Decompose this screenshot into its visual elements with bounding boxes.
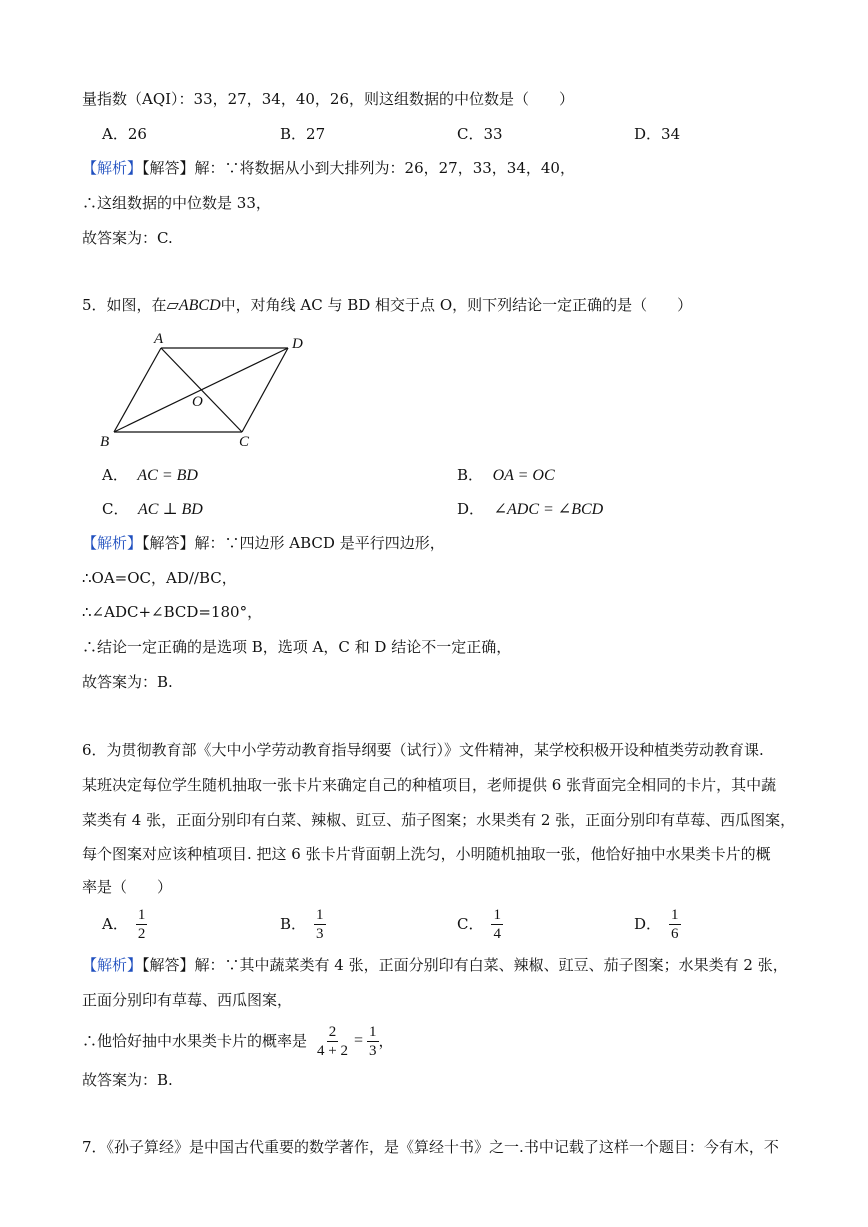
q5-solution-line-3: ∴∠ADC+∠BCD=180°， (82, 603, 263, 621)
vertex-c-label: C (239, 434, 250, 450)
q5-option-c: C． AC ⊥ BD (102, 500, 203, 518)
q6-solution-line-2: 正面分别印有草莓、西瓜图案， (82, 991, 293, 1009)
vertex-d-label: D (292, 336, 303, 352)
q6-solution-line-4: 故答案为：B. (82, 1071, 173, 1089)
q6-option-d: D． $\frac{1}{6}$ (634, 906, 679, 942)
q4-option-b: B．27 (280, 125, 326, 143)
q6-solution-line-3: ∴他恰好抽中水果类卡片的概率是 $\frac{2}{4 + 2}$ = $\frac{1}{3}$ ， (82, 1023, 394, 1059)
q4-option-c: C．33 (457, 125, 503, 143)
q4-analysis-tag: 【解析】 (82, 159, 143, 177)
q6-option-c: C． $\frac{1}{4}$ (457, 906, 501, 942)
q4-solution-line-2: ∴这组数据的中位数是 33， (82, 194, 271, 212)
q6-stem-line-1: 6．为贯彻教育部《大中小学劳动教育指导纲要（试行）》文件精神，某学校积极开设种植类劳动教育课. (82, 741, 764, 759)
q4-option-a: A．26 (102, 125, 147, 143)
q5-solution-line-2: ∴OA=OC，AD//BC， (82, 569, 237, 587)
q6-result-fraction: $\frac{1}{3}$ (369, 1023, 377, 1059)
q5-option-d: D． ∠ADC = ∠BCD (457, 500, 604, 518)
q4-option-d: D．34 (634, 125, 681, 143)
q5-stem-parallelogram: ▱ABCD (166, 297, 221, 314)
q5-analysis-tag: 【解析】 (82, 534, 143, 552)
q4-solution-line-3: 故答案为：C. (82, 229, 173, 247)
q6-option-a-fraction: $\frac{1}{2}$ (137, 906, 146, 942)
q6-stem-line-3: 菜类有 4 张，正面分别印有白菜、辣椒、豇豆、茄子图案；水果类有 2 张，正面分别印有草莓、西瓜图案， (82, 811, 796, 829)
q5-option-a: A． AC = BD (102, 466, 198, 484)
q4-stem: 量指数（AQI）：33，27，34，40，26，则这组数据的中位数是（ ） (82, 90, 574, 108)
q7-stem: 7．《孙子算经》是中国古代重要的数学著作，是《算经十书》之一.书中记载了这样一个题目：今有木，不 (82, 1138, 779, 1156)
q6-stem-line-2: 某班决定每位学生随机抽取一张卡片来确定自己的种植项目，老师提供 6 张背面完全相同的卡片，其中蔬 (82, 776, 777, 794)
q6-option-b: B． $\frac{1}{3}$ (280, 906, 324, 942)
q6-option-d-fraction: $\frac{1}{6}$ (671, 906, 679, 942)
q5-stem: 5．如图，在▱ABCD中，对角线 AC 与 BD 相交于点 O，则下列结论一定正确的是（ ） (82, 296, 693, 314)
vertex-a-label: A (154, 331, 164, 347)
vertex-b-label: B (100, 434, 110, 450)
q6-probability-fraction: $\frac{2}{4 + 2}$ (317, 1023, 348, 1059)
q6-option-b-fraction: $\frac{1}{3}$ (316, 906, 324, 942)
point-o-label: O (192, 394, 203, 410)
q5-parallelogram-figure (96, 328, 316, 450)
q5-option-b: B． OA = OC (457, 466, 555, 484)
q5-solution-line-5: 故答案为：B. (82, 673, 173, 691)
q5-solution-line-1: 【解析】【解答】解：∵四边形 ABCD 是平行四边形， (82, 534, 445, 552)
q4-solution-line-1: 【解析】【解答】解：∵将数据从小到大排列为：26，27，33，34，40， (82, 159, 575, 177)
q6-stem-line-5: 率是（ ） (82, 878, 173, 896)
q6-option-c-fraction: $\frac{1}{4}$ (493, 906, 501, 942)
q6-option-a: A． $\frac{1}{2}$ (102, 906, 146, 942)
q6-solution-line-1: 【解析】【解答】解：∵其中蔬菜类有 4 张，正面分别印有白菜、辣椒、豇豆、茄子图案；水果类有 2 张， (82, 956, 788, 974)
q6-analysis-tag: 【解析】 (82, 956, 143, 974)
q6-stem-line-4: 每个图案对应该种植项目. 把这 6 张卡片背面朝上洗匀，小明随机抽取一张，他恰好抽中水果类卡片的概 (82, 845, 771, 863)
q5-solution-line-4: ∴结论一定正确的是选项 B，选项 A，C 和 D 结论不一定正确， (82, 638, 512, 656)
